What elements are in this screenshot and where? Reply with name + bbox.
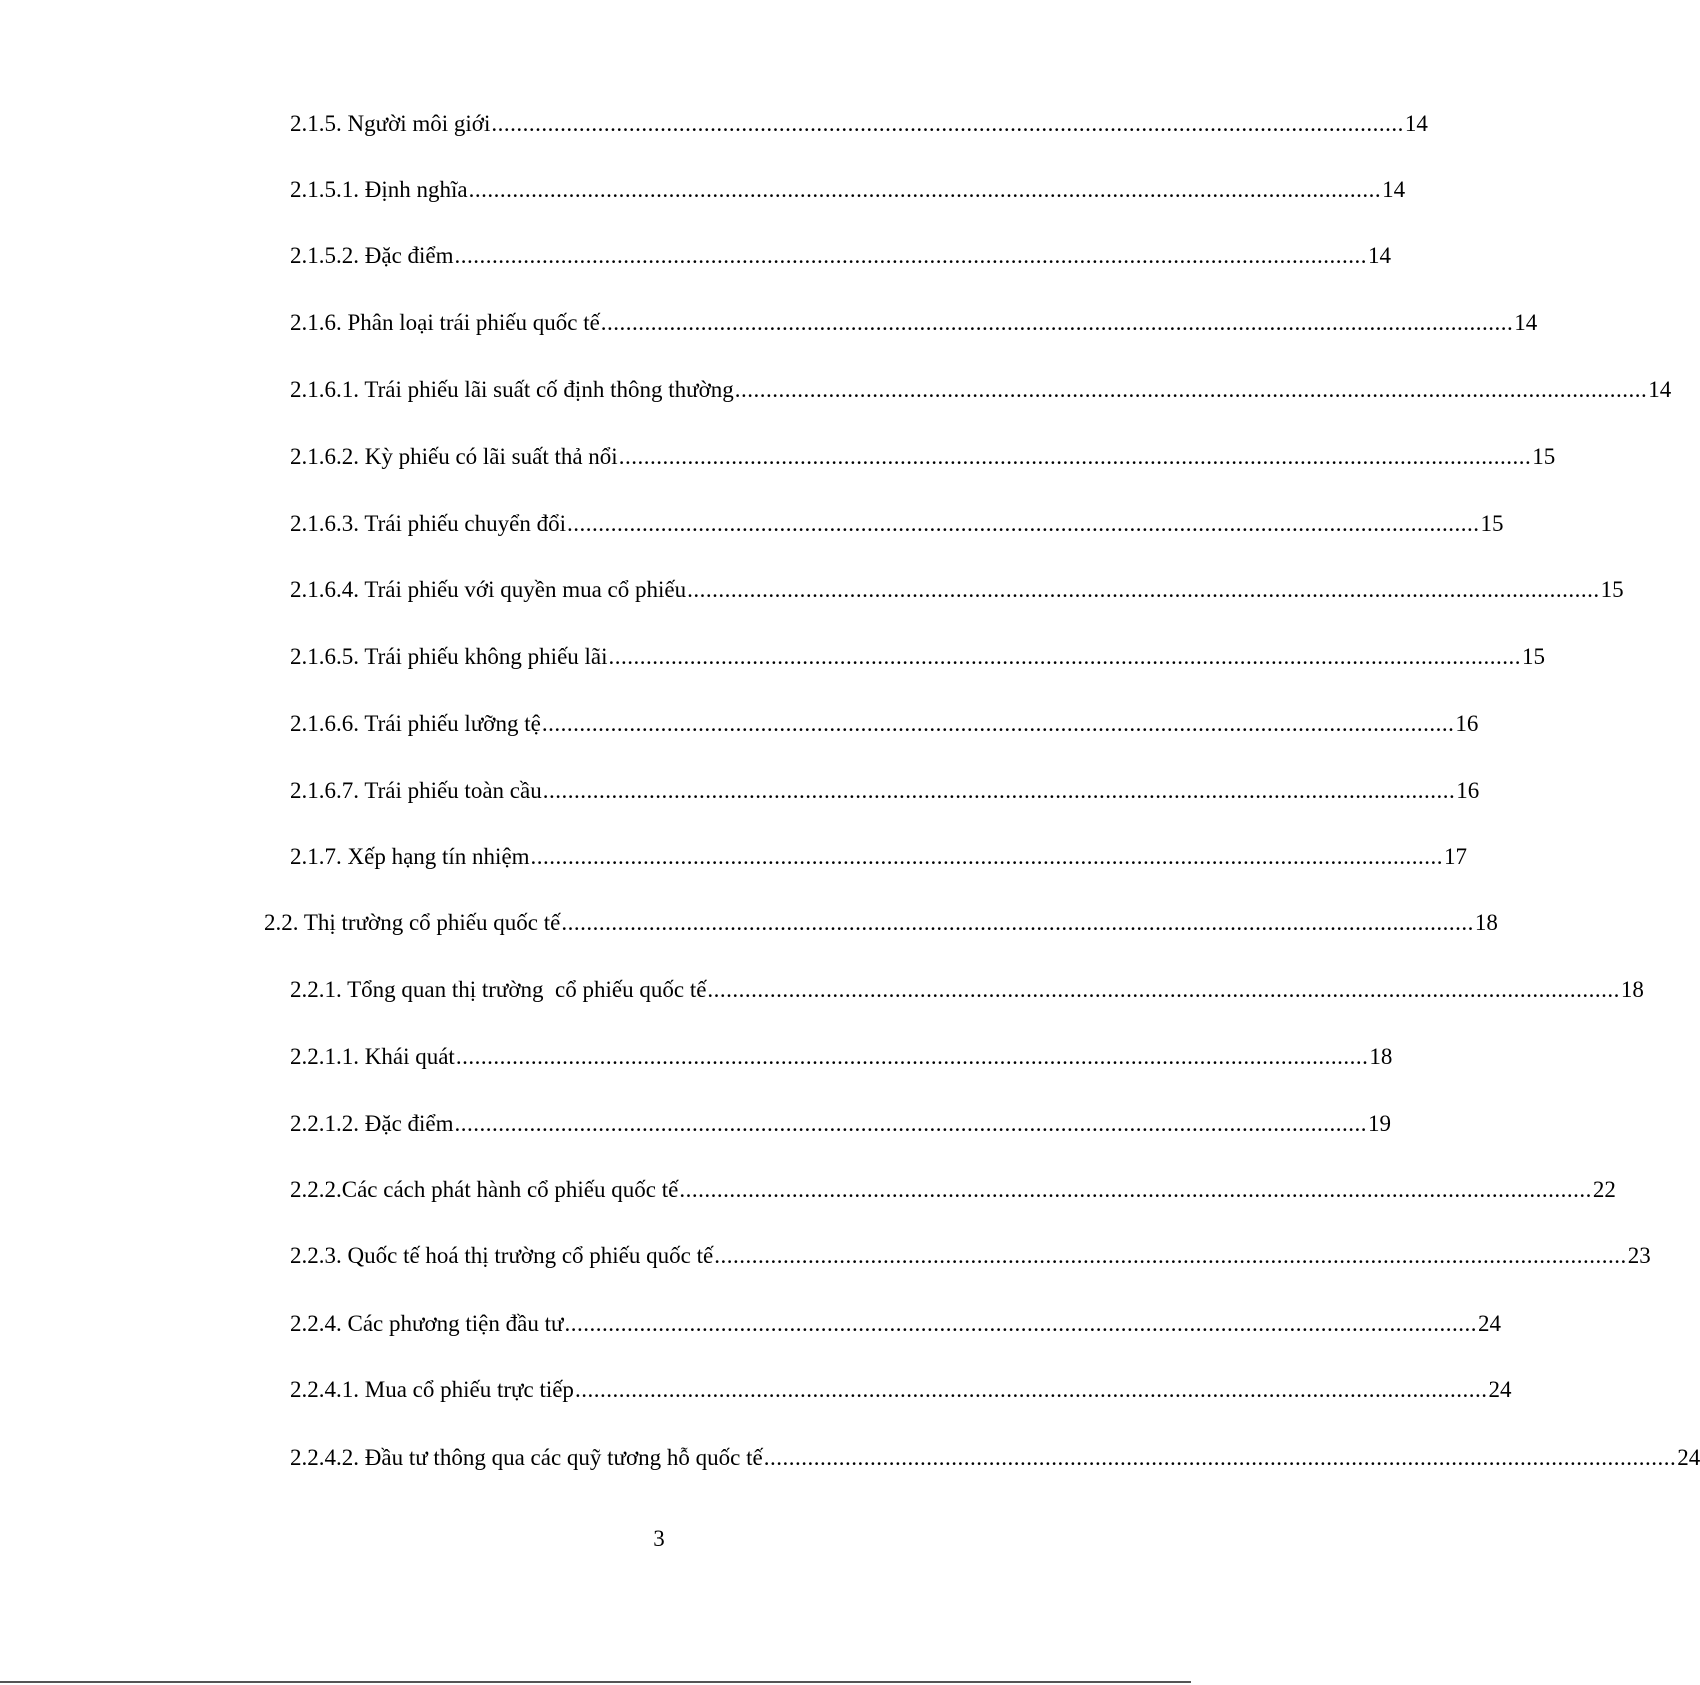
toc-entry-title: 2.1.6.6. Trái phiếu lưỡng tệ [290, 711, 541, 736]
toc-dot-leader: .................................................................................................................................................. [454, 1111, 1368, 1136]
toc-entry-title: 2.1.5.2. Đặc điểm [290, 243, 454, 268]
toc-entry-title: 2.1.6.2. Kỳ phiếu có lãi suất thả nổi [290, 444, 618, 469]
toc-entry-title: 2.2.2.Các cách phát hành cổ phiếu quốc tế [290, 1177, 679, 1202]
toc-entry-title: 2.2.1.1. Khái quát [290, 1044, 455, 1069]
toc-dot-leader: .................................................................................................................................................. [763, 1445, 1677, 1470]
toc-dot-leader: .................................................................................................................................................. [679, 1177, 1592, 1202]
toc-entry-page: 15 [1522, 644, 1546, 669]
toc-entry-title: 2.2.1.2. Đặc điểm [290, 1111, 454, 1136]
toc-entry-page: 16 [1456, 778, 1480, 803]
toc-entry-title: 2.1.6.3. Trái phiếu chuyển đổi [290, 511, 566, 536]
toc-entry[interactable] [290, 1241, 1651, 1271]
toc-dot-leader: .................................................................................................................................................. [618, 444, 1532, 469]
toc-dot-leader: .................................................................................................................................................. [541, 711, 1455, 736]
toc-dot-leader: .................................................................................................................................................. [455, 1044, 1369, 1069]
toc-dot-leader: .................................................................................................................................................. [564, 1311, 1477, 1336]
toc-entry-page: 16 [1455, 711, 1479, 736]
toc-dot-leader: .................................................................................................................................................. [714, 1243, 1627, 1268]
toc-entry-title: 2.2.4. Các phương tiện đầu tư [290, 1311, 564, 1336]
toc-dot-leader: .................................................................................................................................................. [608, 644, 1522, 669]
toc-entry-page: 15 [1480, 511, 1504, 536]
toc-entry[interactable] [290, 709, 1479, 739]
toc-entry[interactable] [290, 1109, 1392, 1139]
toc-entry-page: 18 [1620, 977, 1644, 1002]
toc-entry[interactable] [290, 1443, 1700, 1473]
toc-entry[interactable] [290, 1042, 1393, 1072]
toc-dot-leader: .................................................................................................................................................. [542, 778, 1456, 803]
toc-entry-title: 2.1.6.4. Trái phiếu với quyền mua cổ phiếu [290, 577, 687, 602]
toc-dot-leader: .................................................................................................................................................. [734, 377, 1648, 402]
toc-entry-page: 14 [1368, 243, 1392, 268]
page-bottom-edge [0, 1681, 1191, 1683]
toc-entry[interactable] [290, 241, 1392, 271]
toc-entry-title: 2.1.5.1. Định nghĩa [290, 177, 468, 202]
toc-entry[interactable] [290, 975, 1644, 1005]
toc-entry-page: 14 [1514, 310, 1538, 335]
toc-entry[interactable] [290, 308, 1538, 338]
toc-entry[interactable] [290, 509, 1504, 539]
toc-entry-title: 2.2.4.1. Mua cổ phiếu trực tiếp [290, 1377, 574, 1402]
page-number: 3 [653, 1526, 665, 1551]
toc-entry-page: 18 [1369, 1044, 1393, 1069]
toc-entry-page: 24 [1488, 1377, 1512, 1402]
toc-entry[interactable] [290, 1375, 1512, 1405]
toc-entry-page: 15 [1532, 444, 1556, 469]
toc-entry[interactable] [264, 908, 1498, 938]
toc-dot-leader: .................................................................................................................................................. [561, 910, 1474, 935]
toc-entry-title: 2.2. Thị trường cổ phiếu quốc tế [264, 910, 561, 935]
toc-entry-title: 2.2.3. Quốc tế hoá thị trường cổ phiếu quốc tế [290, 1243, 714, 1268]
toc-entry[interactable] [290, 442, 1556, 472]
toc-entry[interactable] [290, 842, 1468, 872]
toc-entry-page: 17 [1444, 844, 1468, 869]
toc-entry[interactable] [290, 175, 1406, 205]
toc-entry-page: 14 [1648, 377, 1672, 402]
toc-entry-title: 2.2.4.2. Đầu tư thông qua các quỹ tương hỗ quốc tế [290, 1445, 763, 1470]
toc-dot-leader: .................................................................................................................................................. [574, 1377, 1488, 1402]
toc-entry[interactable] [290, 575, 1624, 605]
toc-entry-page: 18 [1474, 910, 1498, 935]
toc-entry-page: 14 [1404, 111, 1428, 136]
toc-entry-page: 19 [1368, 1111, 1392, 1136]
toc-dot-leader: .................................................................................................................................................. [707, 977, 1620, 1002]
toc-entry-title: 2.1.6. Phân loại trái phiếu quốc tế [290, 310, 600, 335]
toc-entry-page: 22 [1592, 1177, 1616, 1202]
toc-dot-leader: .................................................................................................................................................. [567, 511, 1480, 536]
toc-entry-page: 14 [1382, 177, 1406, 202]
toc-dot-leader: .................................................................................................................................................. [468, 177, 1382, 202]
toc-dot-leader: .................................................................................................................................................. [530, 844, 1444, 869]
toc-entry-title: 2.1.6.5. Trái phiếu không phiếu lãi [290, 644, 608, 669]
toc-entry-title: 2.2.1. Tổng quan thị trường cổ phiếu quốc tế [290, 977, 707, 1002]
toc-entry-title: 2.1.6.1. Trái phiếu lãi suất cố định thông thường [290, 377, 734, 402]
toc-entry-page: 15 [1600, 577, 1624, 602]
toc-entry[interactable] [290, 375, 1672, 405]
toc-entry-title: 2.1.7. Xếp hạng tín nhiệm [290, 844, 530, 869]
toc-dot-leader: .................................................................................................................................................. [600, 310, 1514, 335]
toc-entry[interactable] [290, 642, 1546, 672]
toc-entry[interactable] [290, 776, 1480, 806]
toc-dot-leader: .................................................................................................................................................. [454, 243, 1368, 268]
toc-entry-page: 24 [1477, 1311, 1501, 1336]
toc-entry-title: 2.1.6.7. Trái phiếu toàn cầu [290, 778, 542, 803]
toc-entry[interactable] [290, 1309, 1501, 1339]
toc-entry[interactable] [290, 109, 1428, 139]
toc-entry-title: 2.1.5. Người môi giới [290, 111, 491, 136]
toc-dot-leader: .................................................................................................................................................. [687, 577, 1600, 602]
toc-entry[interactable] [290, 1175, 1616, 1205]
toc-entry-page: 24 [1677, 1445, 1700, 1470]
toc-dot-leader: .................................................................................................................................................. [491, 111, 1404, 136]
toc-entry-page: 23 [1627, 1243, 1651, 1268]
